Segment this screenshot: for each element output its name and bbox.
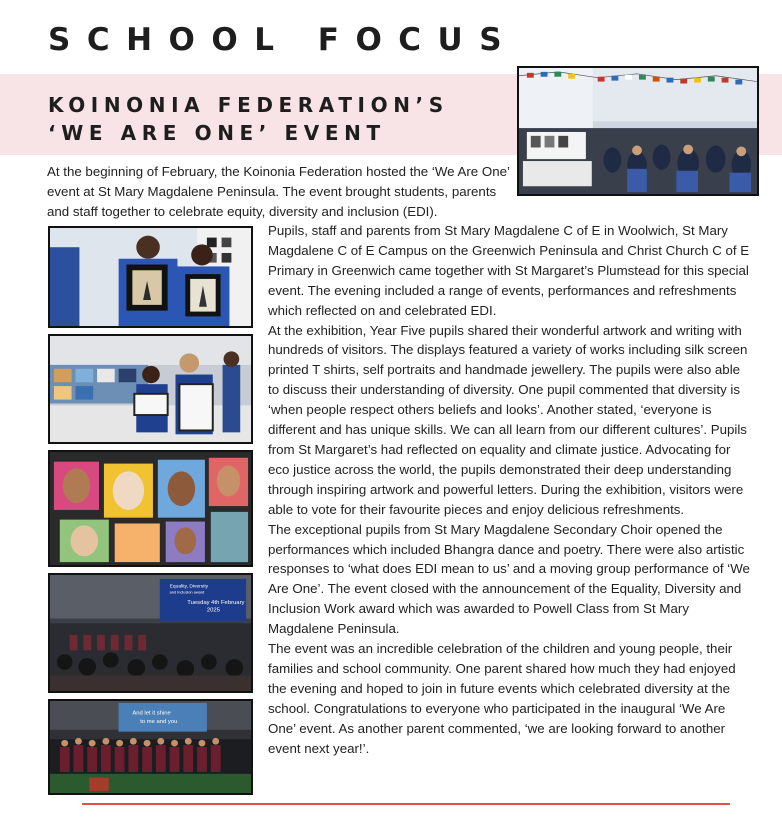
screen-line-2: and Inclusion award bbox=[169, 589, 205, 595]
footer-divider bbox=[82, 803, 730, 805]
article-headline bbox=[48, 91, 449, 147]
photo-self-portraits bbox=[48, 450, 253, 567]
section-title: SCHOOL FOCUS bbox=[48, 22, 519, 58]
article-body bbox=[268, 221, 750, 758]
body-paragraph-1: Pupils, staff and parents from St Mary Magdalene C of E in Woolwich, St Mary Magdalene C of E Campus on the Greenwich Peninsula and Christ Church C of E Primary in Greenwich came together with St Margaret’s Plumstead for this special event. The evening included a range of events, performances and refreshments which reflected on and celebrated EDI. bbox=[268, 223, 750, 318]
photo-choir-stage bbox=[48, 699, 253, 795]
photo-pupils-with-frames bbox=[48, 226, 253, 328]
screen-line-3: Tuesday 4th February bbox=[187, 600, 245, 606]
body-paragraph-4: The event was an incredible celebration of the children and young people, their families and school community. One parent shared how much they had enjoyed the evening and hoped to join in future events which celebrated diversity at the school. Congratulations to everyone who participated in the inaugural ‘We Are One’ event. As another parent commented, ‘we are looking forward to another event next year!’. bbox=[268, 641, 736, 756]
headline-line-2: ‘WE ARE ONE’ EVENT bbox=[48, 121, 386, 145]
body-paragraph-2: At the exhibition, Year Five pupils shared their wonderful artwork and writing with hundreds of visitors. The displays featured a variety of works including silk screen printed T shirts, self portraits and handmade jewellery. The pupils were also able to discuss their understanding of diversity. One pupil commented that diversity is ‘when people respect others beliefs and looks’. Another stated, ‘everyone is different and has unique skills. We can all learn from our different cultures’. Pupils from St Margaret’s had reflected on equality and climate justice. Advocating for eco justice across the world, the pupils demonstrated their deep understanding through inspiring artwork and powerful letters. During the exhibition, visitors were able to vote for their favourite pieces and enjoy delicious refreshments. bbox=[268, 322, 748, 517]
intro-paragraph: At the beginning of February, the Koinonia Federation hosted the ‘We Are One’ event at St Mary Magdalene Peninsula. The event brought students, parents and staff together to celebrate equity, diversity and inclusion (EDI). bbox=[47, 164, 510, 220]
body-paragraph-3: The exceptional pupils from St Mary Magdalene Secondary Choir opened the performances which included Bhangra dance and poetry. There were also artistic responses to ‘what does EDI mean to us’ and a moving group performance of ‘We Are One’. The event closed with the announcement of the Equality, Diversity and Inclusion Work award which was awarded to Powell Class from St Mary Magdalene Peninsula. bbox=[268, 521, 750, 637]
self-portraits-image bbox=[50, 452, 251, 565]
screen-line-1: Equality, Diversity bbox=[169, 584, 209, 590]
hall-exhibition-image bbox=[519, 68, 757, 194]
choir-stage-image bbox=[50, 701, 251, 793]
choir-audience-image bbox=[50, 575, 251, 691]
pupils-with-frames-image bbox=[50, 228, 251, 326]
photo-hall-exhibition bbox=[517, 66, 759, 196]
headline-line-1: KOINONIA FEDERATION’S bbox=[48, 93, 449, 117]
pupils-with-certificates-image bbox=[50, 336, 251, 442]
photo-choir-audience bbox=[48, 573, 253, 693]
stage-screen-line-2: to me and you bbox=[140, 719, 178, 726]
stage-screen-line-1: And let it shine bbox=[132, 710, 171, 717]
screen-line-4: 2025 bbox=[206, 607, 220, 614]
photo-pupils-with-certificates bbox=[48, 334, 253, 444]
